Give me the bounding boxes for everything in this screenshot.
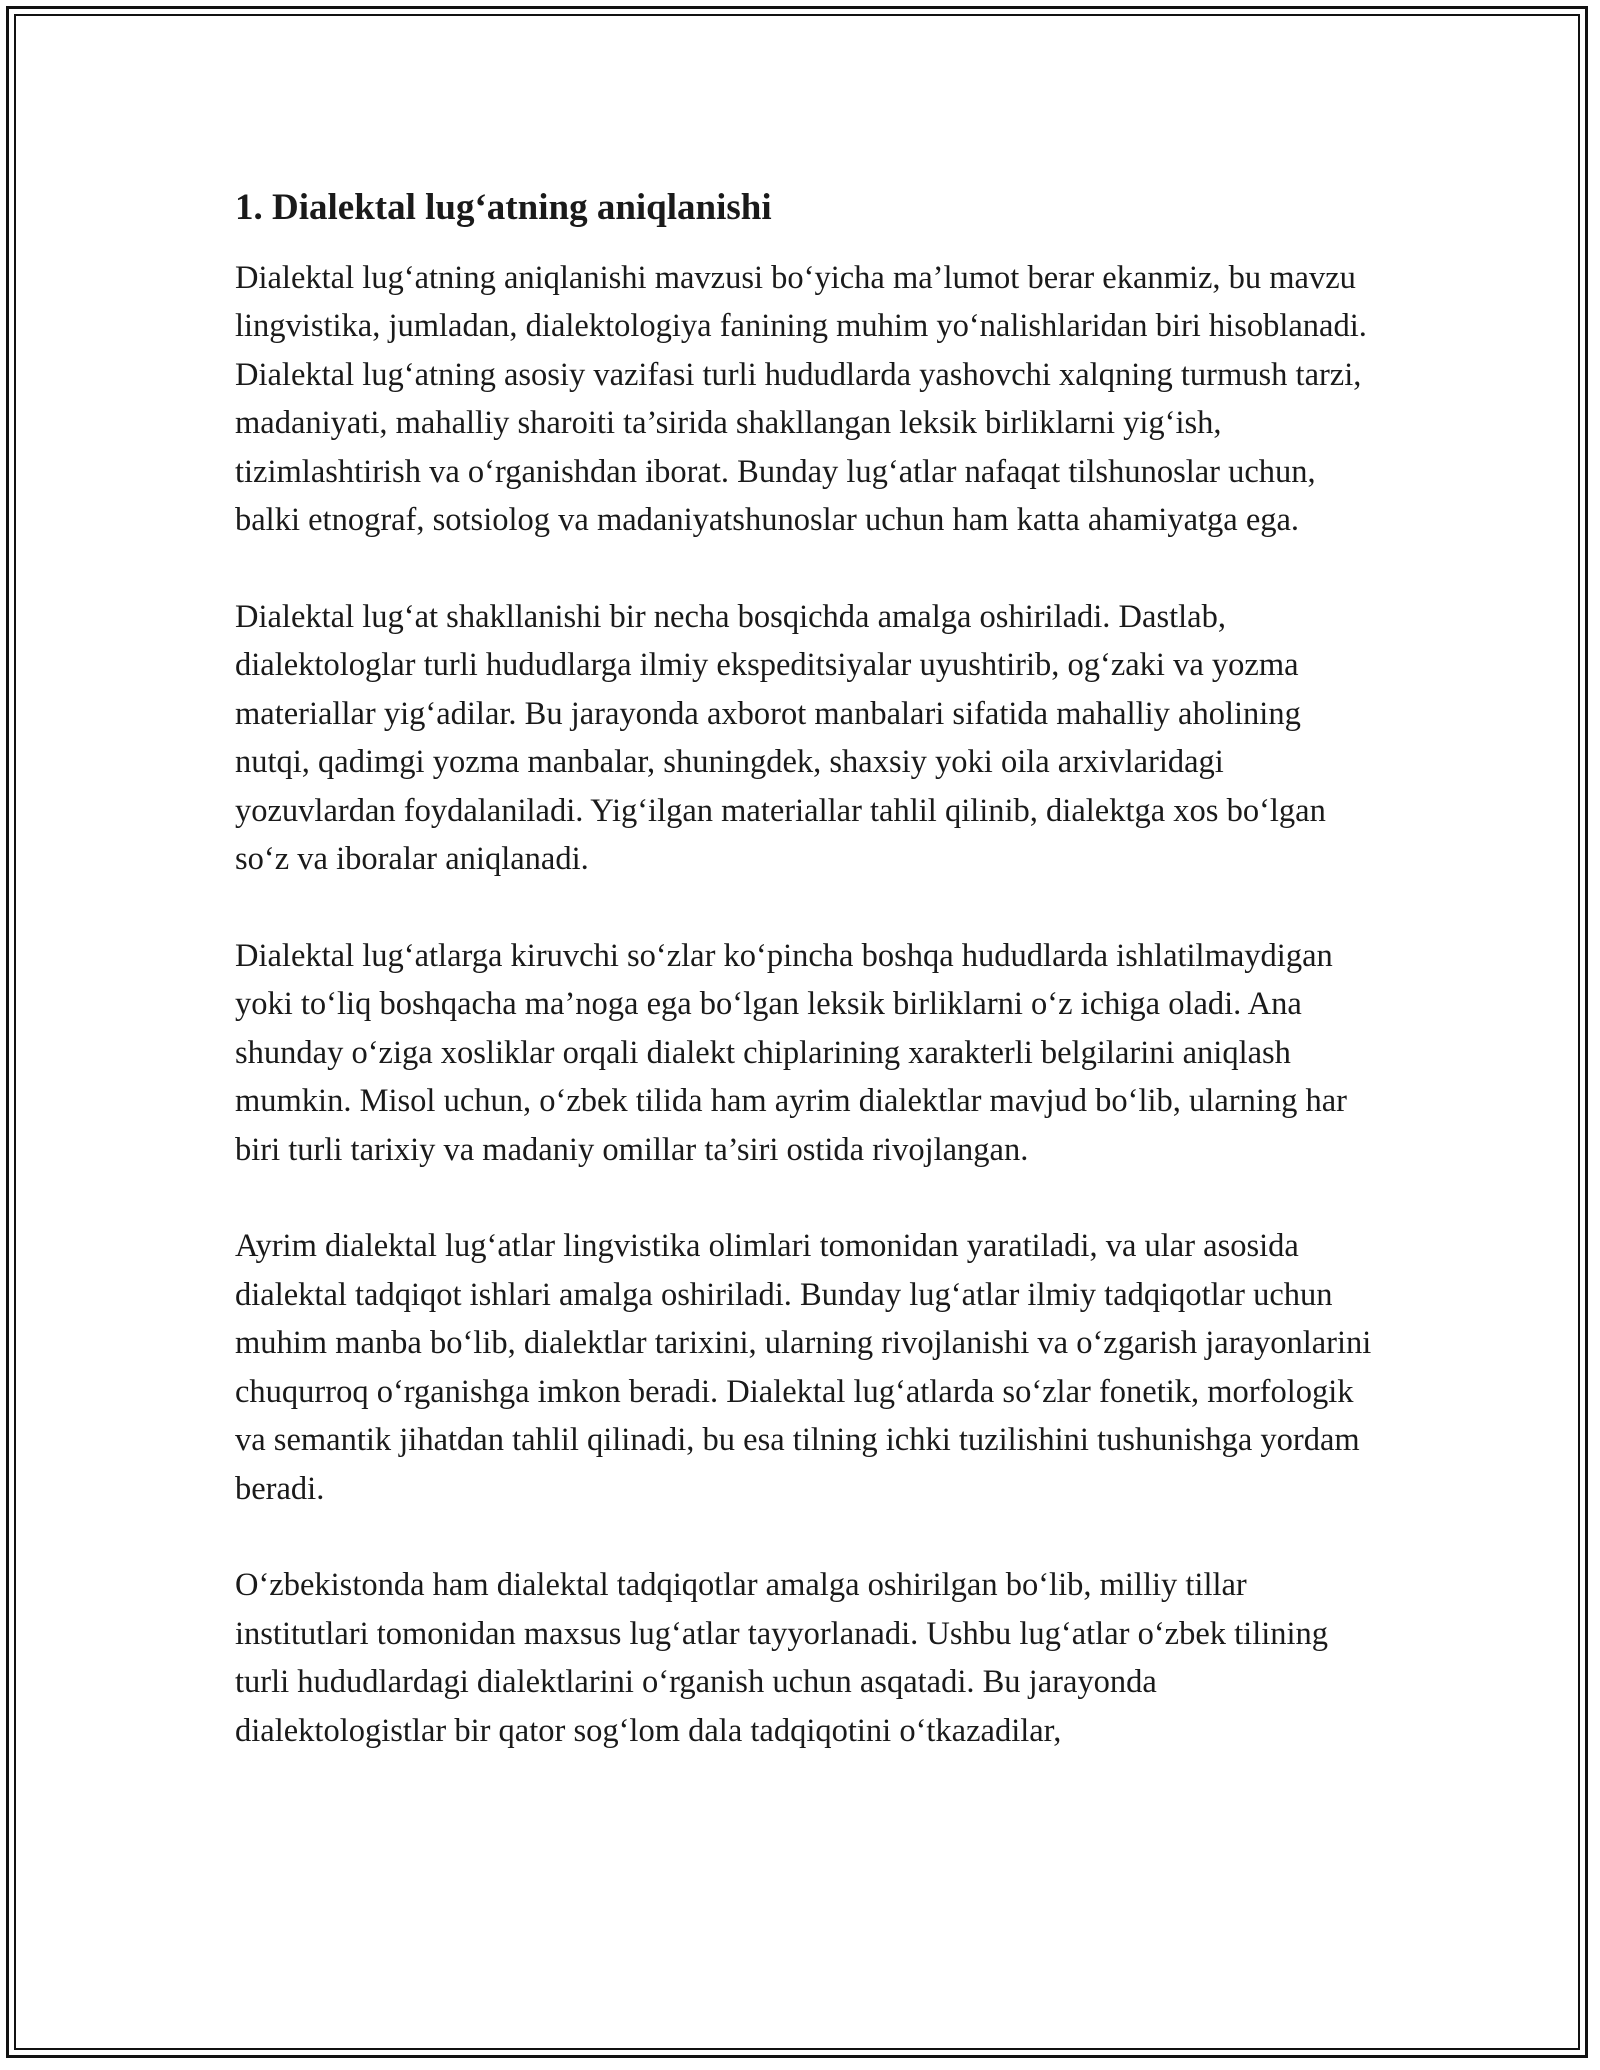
paragraph-4: Ayrim dialektal lug‘atlar lingvistika olimlari tomonidan yaratiladi, va ular asosida dialektal tadqiqot ishlari amalga oshiriladi. Bunday lug‘atlar ilmiy tadqiqotlar uchun muhim manba bo‘lib, dialektlar tarixini, ularning rivojlanishi va o‘zgarish jarayonlarini chuqurroq o‘rganishga imkon beradi. Dialektal lug‘atlarda so‘zlar fonetik, morfologik va semantik jihatdan tahlil qilinadi, bu esa tilning ichki tuzilishini tushunishga yordam beradi. xyxy=(235,1228,1372,1507)
section-heading: 1. Dialektal lug‘atning aniqlanishi xyxy=(235,187,772,228)
paragraph-3: Dialektal lug‘atlarga kiruvchi so‘zlar ko‘pincha boshqa hududlarda ishlatilmaydigan yoki to‘liq boshqacha ma’noga ega bo‘lgan leksik birliklarni o‘z ichiga oladi. Ana shunday o‘ziga xosliklar orqali dialekt chiplarining xarakterli belgilarini aniqlash mumkin. Misol uchun, o‘zbek tilida ham ayrim dialektlar mavjud bo‘lib, ularning har biri turli tarixiy va madaniy omillar ta’siri ostida rivojlangan. xyxy=(235,937,1347,1168)
paragraph-2: Dialektal lug‘at shakllanishi bir necha bosqichda amalga oshiriladi. Dastlab, dialektologlar turli hududlarga ilmiy ekspeditsiyalar uyushtirib, og‘zaki va yozma materiallar yig‘adilar. Bu jarayonda axborot manbalari sifatida mahalliy aholining nutqi, qadimgi yozma manbalar, shuningdek, shaxsiy yoki oila arxivlaridagi yozuvlardan foydalaniladi. Yig‘ilgan materiallar tahlil qilinib, dialektga xos bo‘lgan so‘z va iboralar aniqlanadi. xyxy=(235,598,1326,877)
document-body xyxy=(235,180,1375,1803)
paragraph-1: Dialektal lug‘atning aniqlanishi mavzusi bo‘yicha ma’lumot berar ekanmiz, bu mavzu lingvistika, jumladan, dialektologiya fanining muhim yo‘nalishlaridan biri hisoblanadi. Dialektal lug‘atning asosiy vazifasi turli hududlarda yashovchi xalqning turmush tarzi, madaniyati, mahalliy sharoiti ta’sirida shakllangan leksik birliklarni yig‘ish, tizimlashtirish va o‘rganishdan iborat. Bunday lug‘atlar nafaqat tilshunoslar uchun, balki etnograf, sotsiolog va madaniyatshunoslar uchun ham katta ahamiyatga ega. xyxy=(235,259,1367,538)
paragraph-5: O‘zbekistonda ham dialektal tadqiqotlar amalga oshirilgan bo‘lib, milliy tillar institutlari tomonidan maxsus lug‘atlar tayyorlanadi. Ushbu lug‘atlar o‘zbek tilining turli hududlardagi dialektlarini o‘rganish uchun asqatadi. Bu jarayonda dialektologistlar bir qator sog‘lom dala tadqiqotini o‘tkazadilar, xyxy=(235,1567,1329,1749)
